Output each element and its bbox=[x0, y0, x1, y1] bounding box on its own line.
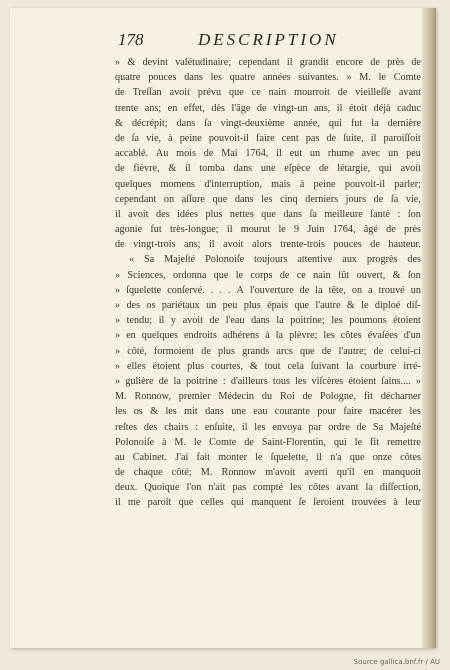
text-line: » & devint valétudinaire; cependant il grandit encore de près de bbox=[115, 57, 421, 68]
body-text bbox=[115, 55, 421, 511]
text-line: » Sciences, ordonna que le corps de ce nain fût ouvert, & ſon bbox=[115, 269, 421, 281]
text-line: quatre pouces dans les quatre années suivantes. » M. le Comte bbox=[115, 72, 421, 84]
text-line: reſtes des chairs : enſuite, il les envoya par ordre de Sa Majeſté bbox=[115, 421, 421, 433]
text-line: de vingt-trois ans; il avoit alors trente-trois pouces de hauteur. bbox=[115, 239, 421, 251]
text-line: « Sa Majeſté Polonoiſe toujours attentive aux progrès des bbox=[129, 254, 421, 266]
text-line: » elles étoient plus courtes, & tout cela ſuivant la courbure irré- bbox=[115, 360, 421, 372]
text-line: au Cabinet. J'ai fait monter le ſquelette, il n'a que onze côtes bbox=[115, 451, 421, 463]
text-line: » tendu; il y avoit de l'eau dans la poitrine; les poumons étoient bbox=[115, 315, 421, 327]
text-line: » des os pariétaux un peu plus épais que l'autre & le diploé diſ- bbox=[115, 300, 421, 311]
text-line: M. Ronnow, premier Médecin du Roi de Pologne, fit décharner bbox=[115, 391, 421, 403]
running-title: DESCRIPTION bbox=[198, 30, 339, 49]
page-spine-shadow bbox=[422, 8, 436, 648]
book-page bbox=[10, 8, 436, 648]
text-line: » gulière de la poitrine : d'ailleurs tous les viſcères étoient ſains.... » bbox=[115, 375, 421, 387]
text-line: accablé. Au mois de Mai 1764, il eut un rhume avec un peu bbox=[115, 148, 421, 160]
text-line: Polonoiſe à M. le Comte de Saint-Florentin, qui le fit remettre bbox=[115, 436, 421, 448]
text-line: trente ans; en effet, dès l'âge de vingt-un ans, il étoit déjà caduc bbox=[115, 102, 421, 114]
text-line: les os & les mit dans une eau courante pour faire macérer les bbox=[115, 406, 421, 418]
page-header bbox=[118, 30, 408, 50]
text-line: » en quelques endroits adhérens à la plèvre; les côtes évaſées d'un bbox=[115, 330, 421, 342]
page-number: 178 bbox=[118, 30, 144, 49]
text-line: il avoit des idées plus nettes que dans ſa meilleure ſanté : ſon bbox=[115, 208, 421, 220]
text-line: agonie fut très-longue; il mourut le 9 Juin 1764, âgé de près bbox=[115, 224, 421, 236]
text-line: cependant on aſſure que dans les cinq derniers jours de ſa vie, bbox=[115, 193, 421, 205]
text-line: de fièvre, & il tomba dans une eſpèce de létargie, qui avoit bbox=[115, 163, 421, 175]
text-line: » ſquelette conſervé. . . . A l'ouverture de la tête, on a trouvé un bbox=[115, 284, 421, 296]
source-footer: Source gallica.bnf.fr / AU bbox=[353, 658, 440, 666]
text-line: il me paroît que celles qui manquent ſe ſeroient trouvées à leur bbox=[115, 497, 421, 509]
text-line: » côté, formoient de plus grands arcs que de l'autre; de celui-ci bbox=[115, 345, 421, 357]
text-line: quelques momens d'interruption, mais à peine pouvoit-il parler; bbox=[115, 178, 421, 190]
text-line: de chaque côté; M. Ronnow m'avoit averti qu'il en manquoit bbox=[115, 467, 421, 479]
text-line: & décrépit; dans ſa vingt-deuxième année, qui fut la dernière bbox=[115, 117, 421, 129]
text-line: deux. Quoique l'on n'ait pas compté les côtes avant la diſſection, bbox=[115, 482, 421, 494]
text-line: de Treſſan avoit prévu que ce nain mourroit de vieilleſſe avant bbox=[115, 87, 421, 99]
text-line: de ſa vie, à peine pouvoit-il faire cent pas de ſuite, il paroiſſoit bbox=[115, 132, 421, 144]
